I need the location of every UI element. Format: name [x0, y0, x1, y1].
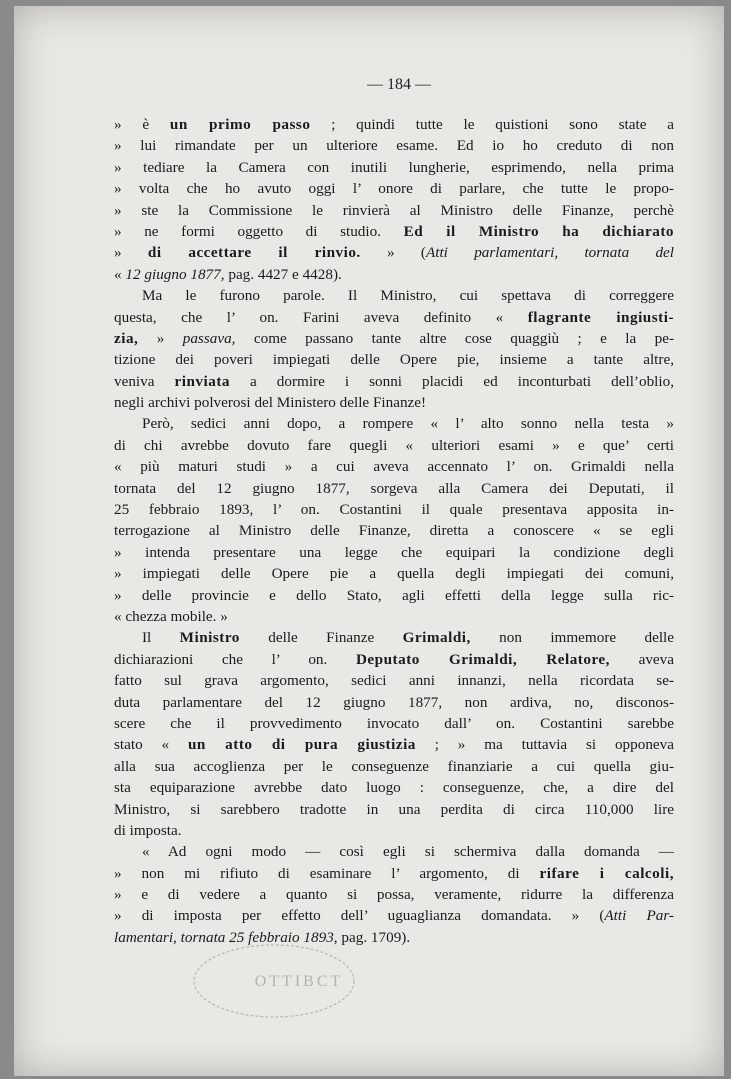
text-run: Il: [142, 629, 180, 647]
text-run: di imposta.: [114, 821, 182, 839]
text-run: « Ad ogni modo — così egli si schermiva dalla domanda —: [142, 843, 674, 861]
bold-text: rifare i calcoli,: [539, 864, 674, 882]
text-line: [114, 221, 674, 242]
text-run: aveva: [609, 650, 674, 668]
bold-text: Ed il Ministro ha dichiarato: [403, 222, 674, 240]
text-run: a dormire i sonni placidi ed inconturbati dell’oblio,: [229, 372, 674, 390]
text-line: [114, 157, 674, 178]
text-line: [114, 478, 674, 499]
text-run: negli archivi polverosi del Ministero delle Finanze!: [114, 394, 427, 412]
text-line: [114, 200, 674, 221]
text-line: [114, 285, 674, 306]
text-line: [114, 456, 674, 477]
text-run: » ne formi oggetto di studio.: [114, 222, 404, 240]
text-run: sta equiparazione avrebbe dato luogo : conseguenze, che, a dire del: [114, 779, 674, 797]
text-run: » (: [360, 244, 426, 262]
text-line: [114, 520, 674, 541]
text-run: delle Finanze: [239, 629, 403, 647]
text-line: [114, 649, 674, 670]
text-run: tornata del 12 giugno 1877, sorgeva alla Camera dei Deputati, il: [114, 479, 674, 497]
text-run: tizione dei poveri impiegati delle Opere pie, insieme a tante altre,: [114, 351, 674, 369]
text-run: scere che il provvedimento invocato dall’ on. Costantini sarebbe: [114, 714, 674, 732]
text-run: alla sua accoglienza per le conseguenze finanziarie a cui quella giu-: [114, 757, 674, 775]
text-line: [114, 606, 674, 627]
text-run: «: [114, 265, 126, 283]
text-run: dichiarazioni che l’ on.: [114, 650, 356, 668]
text-line: [114, 820, 674, 841]
book-page: [14, 6, 724, 1076]
bold-text: Ministro: [179, 629, 240, 647]
text-line: [114, 585, 674, 606]
text-line: [114, 178, 674, 199]
text-run: Però, sedici anni dopo, a rompere « l’ alto sonno nella testa »: [142, 415, 674, 433]
text-line: [114, 841, 674, 862]
text-run: « più maturi studi » a cui aveva accennato l’ on. Grimaldi nella: [114, 458, 674, 476]
text-run: Ma le furono parole. Il Ministro, cui spettava di correggere: [142, 287, 674, 305]
text-line: [114, 328, 674, 349]
italic-text: passava,: [182, 329, 236, 347]
text-run: »: [138, 329, 183, 347]
bold-text: un primo passo: [169, 116, 311, 133]
text-run: » di imposta per effetto dell’ uguaglianza domandata. » (: [114, 907, 605, 925]
text-line: [114, 713, 674, 734]
text-line: [114, 542, 674, 563]
body-text: [114, 114, 674, 948]
bold-text: Grimaldi,: [402, 629, 471, 647]
text-line: [114, 692, 674, 713]
text-line: [114, 756, 674, 777]
text-line: [114, 627, 674, 648]
text-run: » delle provincie e dello Stato, agli effetti della legge sulla ric-: [114, 586, 674, 604]
text-run: come passano tante altre cose quaggiù ; e la pe-: [235, 329, 675, 347]
text-line: [114, 264, 674, 285]
text-run: » volta che ho avuto oggi l’ onore di parlare, che tutte le propo-: [114, 180, 674, 198]
text-run: ; quindi tutte le quistioni sono state a: [310, 116, 674, 133]
text-run: questa, che l’ on. Farini aveva definito «: [114, 308, 528, 326]
text-line: [114, 242, 674, 263]
text-run: stato «: [114, 736, 188, 754]
text-run: , pag. 4427 e 4428).: [220, 265, 342, 283]
text-run: » tediare la Camera con inutili lungherie, esprimendo, nella prima: [114, 158, 674, 176]
text-run: duta parlamentare del 12 giugno 1877, non ardiva, no, disconos-: [114, 693, 674, 711]
page-number: — 184 —: [367, 76, 431, 93]
stamp-text: OTTIBCT: [254, 973, 344, 990]
text-line: [114, 777, 674, 798]
italic-text: Atti Par-: [604, 907, 674, 925]
italic-text: Atti parlamentari, tornata del: [425, 244, 675, 262]
text-run: » lui rimandate per un ulteriore esame. Ed io ho creduto di non: [114, 137, 674, 155]
italic-text: lamentari, tornata 25 febbraio 1893: [114, 928, 334, 946]
text-run: » è: [114, 116, 170, 133]
text-run: fatto sul grava argomento, sedici anni innanzi, nella ricordata se-: [114, 672, 674, 690]
text-run: Ministro, si sarebbero tradotte in una perdita di circa 110,000 lire: [114, 800, 674, 818]
bold-text: Deputato Grimaldi, Relatore,: [355, 650, 610, 668]
text-line: [114, 884, 674, 905]
text-line: [114, 863, 674, 884]
bold-text: zia,: [114, 329, 139, 347]
text-line: [114, 499, 674, 520]
text-run: » e di vedere a quanto si possa, veramente, ridurre la differenza: [114, 886, 674, 904]
text-line: [114, 799, 674, 820]
text-line: [114, 905, 674, 926]
bold-text: di accettare il rinvio.: [147, 244, 361, 262]
text-line: [114, 135, 674, 156]
text-run: 25 febbraio 1893, l’ on. Costantini il quale presentava apposita in-: [114, 501, 674, 519]
text-line: [114, 392, 674, 413]
text-line: [114, 435, 674, 456]
bold-text: un atto di pura giustizia: [187, 736, 416, 754]
library-stamp: [189, 936, 359, 1026]
text-run: veniva: [114, 372, 175, 390]
text-line: [114, 307, 674, 328]
text-line: [114, 371, 674, 392]
bold-text: flagrante ingiusti-: [527, 308, 675, 326]
text-run: » impiegati delle Opere pie a quella degli impiegati dei comuni,: [114, 565, 674, 583]
text-line: [114, 349, 674, 370]
text-line: [114, 413, 674, 434]
text-line: [114, 734, 674, 755]
text-run: , pag. 1709).: [333, 928, 411, 946]
text-run: terrogazione al Ministro delle Finanze, diretta a conoscere « se egli: [114, 522, 674, 540]
text-line: [114, 114, 674, 135]
italic-text: 12 giugno 1877: [125, 265, 221, 283]
bold-text: rinviata: [174, 372, 230, 390]
text-line: [114, 670, 674, 691]
text-run: »: [114, 244, 148, 262]
text-run: » ste la Commissione le rinvierà al Ministro delle Finanze, perchè: [114, 201, 674, 219]
text-line: [114, 563, 674, 584]
text-run: » intenda presentare una legge che equipari la condizione degli: [114, 543, 674, 561]
text-run: » non mi rifiuto di esaminare l’ argomento, di: [114, 864, 540, 882]
text-run: « chezza mobile. »: [114, 607, 228, 625]
text-run: di chi avrebbe dovuto fare quegli « ulteriori esami » e que’ certi: [114, 436, 674, 454]
text-run: ; » ma tuttavia si opponeva: [415, 736, 674, 754]
text-run: non immemore delle: [470, 629, 675, 647]
